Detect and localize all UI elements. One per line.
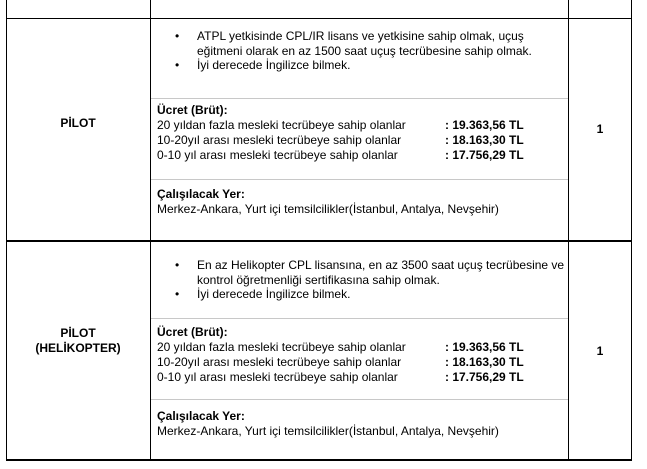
location-label: Çalışılacak Yer: bbox=[157, 409, 245, 423]
row-divider-top bbox=[6, 18, 632, 19]
table-border-col2 bbox=[568, 0, 569, 461]
job-table bbox=[6, 0, 632, 469]
position-count: 1 bbox=[596, 344, 604, 358]
table-border-right bbox=[631, 0, 632, 461]
salary-row: 0-10 yıl arası mesleki tecrübeye sahip olanlar : 17.756,29 TL bbox=[157, 370, 524, 384]
salary-label: Ücret (Brüt): bbox=[157, 103, 228, 117]
salary-block bbox=[157, 103, 562, 163]
salary-row: 0-10 yıl arası mesleki tecrübeye sahip olanlar : 17.756,29 TL bbox=[157, 148, 524, 162]
salary-block bbox=[157, 325, 562, 385]
row-divider-middle bbox=[6, 240, 632, 242]
role-title-line: (HELİKOPTER) bbox=[35, 341, 121, 355]
role-title-line: PİLOT bbox=[60, 116, 96, 130]
location-block bbox=[157, 187, 562, 217]
sub-divider bbox=[151, 318, 568, 319]
requirement-item: • İyi derecede İngilizce bilmek. bbox=[151, 58, 568, 73]
position-count: 1 bbox=[596, 122, 604, 136]
sub-divider bbox=[151, 179, 568, 180]
salary-label: Ücret (Brüt): bbox=[157, 325, 228, 339]
location-text: Merkez-Ankara, Yurt içi temsilcilikler(İstanbul, Antalya, Nevşehir) bbox=[157, 202, 499, 216]
requirement-item: • İyi derecede İngilizce bilmek. bbox=[151, 287, 568, 302]
sub-divider bbox=[151, 98, 568, 99]
requirement-item: • En az Helikopter CPL lisansına, en az 3500 saat uçuş tecrübesine ve kontrol öğretmenliği sertifikasına sahip olmak. bbox=[151, 258, 568, 287]
sub-divider bbox=[151, 399, 568, 400]
location-text: Merkez-Ankara, Yurt içi temsilcilikler(İstanbul, Antalya, Nevşehir) bbox=[157, 424, 499, 438]
salary-row: 20 yıldan fazla mesleki tecrübeye sahip olanlar : 19.363,56 TL bbox=[157, 118, 524, 132]
row-divider-bottom bbox=[6, 459, 632, 461]
role-title-line: PİLOT bbox=[60, 326, 96, 340]
requirements-list bbox=[151, 258, 568, 302]
salary-row: 20 yıldan fazla mesleki tecrübeye sahip olanlar : 19.363,56 TL bbox=[157, 340, 524, 354]
location-block bbox=[157, 409, 562, 439]
table-border-left bbox=[6, 0, 7, 461]
requirement-item: • ATPL yetkisinde CPL/IR lisans ve yetkisine sahip olmak, uçuş eğitmeni olarak en az 1500 saat uçuş tecrübesine sahip olmak. bbox=[151, 29, 568, 58]
location-label: Çalışılacak Yer: bbox=[157, 187, 245, 201]
salary-row: 10-20yıl arası mesleki tecrübeye sahip olanlar : 18.163,30 TL bbox=[157, 355, 524, 369]
role-title bbox=[6, 116, 150, 131]
requirements-list bbox=[151, 29, 568, 73]
salary-row: 10-20yıl arası mesleki tecrübeye sahip olanlar : 18.163,30 TL bbox=[157, 133, 524, 147]
role-title bbox=[6, 326, 150, 356]
